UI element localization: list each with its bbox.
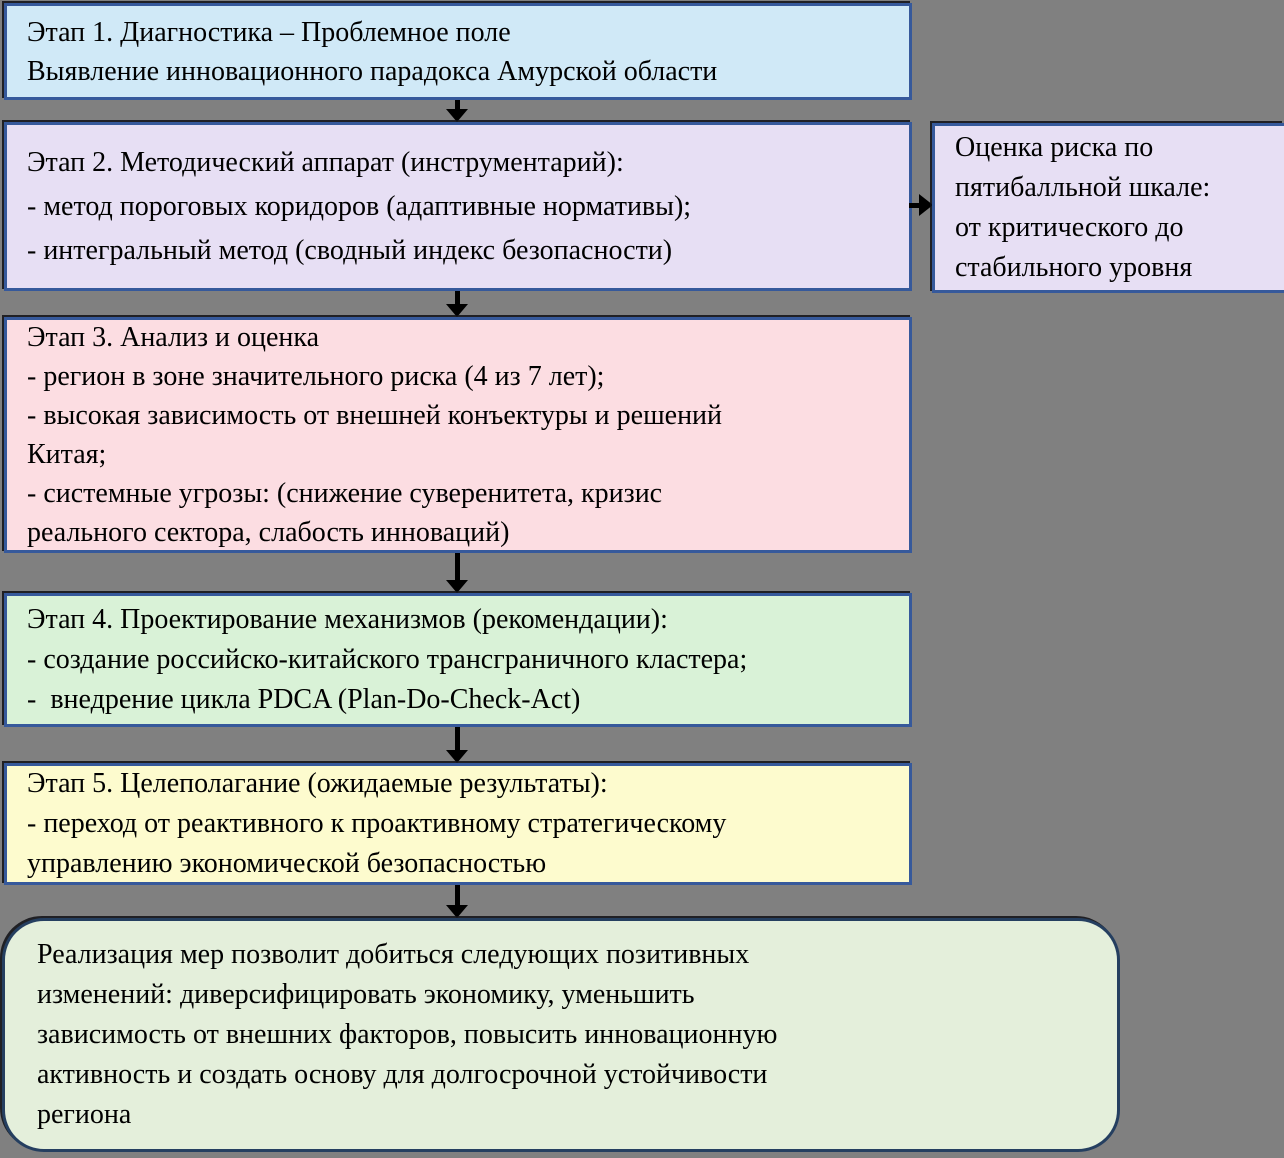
step-3-item: - высокая зависимость от внешней конъектуры и решений	[27, 400, 723, 431]
arrow-head	[446, 580, 468, 593]
step-3-item: - регион в зоне значительного риска (4 из 7 лет);	[27, 361, 605, 392]
result-line: зависимость от внешних факторов, повысить инновационную	[37, 1019, 778, 1050]
step-4-title: Этап 4. Проектирование механизмов (рекомендации):	[27, 604, 668, 635]
step-5-item: - переход от реактивного к проактивному стратегическому	[27, 808, 727, 839]
arrow-down-icon	[446, 727, 468, 763]
arrow-head	[446, 750, 468, 763]
side-note-box	[932, 123, 1284, 293]
arrow-down-icon	[446, 100, 468, 122]
step-1-text: Выявление инновационного парадокса Амурской области	[27, 55, 718, 87]
step-4-item: - создание российско-китайского трансграничного кластера;	[27, 644, 748, 675]
step-2-item: - метод пороговых коридоров (адаптивные нормативы);	[27, 190, 692, 222]
step-2-box	[4, 122, 912, 291]
step-4-item: - внедрение цикла PDCA (Plan-Do-Check-Act)	[27, 684, 581, 715]
step-2-title: Этап 2. Методический аппарат (инструментарий):	[27, 146, 624, 178]
step-3-title: Этап 3. Анализ и оценка	[27, 322, 319, 353]
step-5-box	[4, 763, 912, 885]
step-3-item: Китая;	[27, 439, 107, 470]
step-5-title: Этап 5. Целеполагание (ожидаемые результаты):	[27, 768, 608, 799]
step-5-item: управлению экономической безопасностью	[27, 848, 547, 879]
arrow-stem	[455, 553, 460, 580]
step-3-item: - системные угрозы: (снижение суверенитета, кризис	[27, 478, 663, 509]
arrow-head	[446, 905, 468, 918]
side-note-line: от критического до	[955, 212, 1184, 243]
arrow-head	[446, 109, 468, 122]
arrow-head	[919, 194, 933, 216]
result-line: активность и создать основу для долгосрочной устойчивости	[37, 1059, 768, 1090]
side-note-line: пятибалльной шкале:	[955, 172, 1211, 203]
arrow-down-icon	[446, 885, 468, 918]
result-line: региона	[37, 1099, 132, 1130]
step-3-box	[4, 317, 912, 553]
arrow-head	[446, 304, 468, 317]
step-1-box	[4, 3, 912, 100]
arrow-stem	[909, 203, 919, 208]
arrow-stem	[455, 291, 460, 304]
step-4-box	[4, 593, 912, 727]
arrow-down-icon	[446, 291, 468, 317]
arrow-stem	[455, 100, 460, 109]
result-box	[2, 918, 1120, 1152]
step-2-item: - интегральный метод (сводный индекс безопасности)	[27, 234, 673, 266]
result-line: Реализация мер позволит добиться следующих позитивных	[37, 939, 750, 970]
result-line: изменений: диверсифицировать экономику, уменьшить	[37, 979, 695, 1010]
step-3-item: реального сектора, слабость инноваций)	[27, 517, 510, 548]
side-note-line: стабильного уровня	[955, 252, 1193, 283]
step-1-title: Этап 1. Диагностика – Проблемное поле	[27, 16, 511, 48]
side-note-line: Оценка риска по	[955, 132, 1154, 163]
arrow-down-icon	[446, 553, 468, 593]
arrow-right-icon	[909, 194, 933, 216]
arrow-stem	[455, 885, 460, 905]
arrow-stem	[455, 727, 460, 750]
